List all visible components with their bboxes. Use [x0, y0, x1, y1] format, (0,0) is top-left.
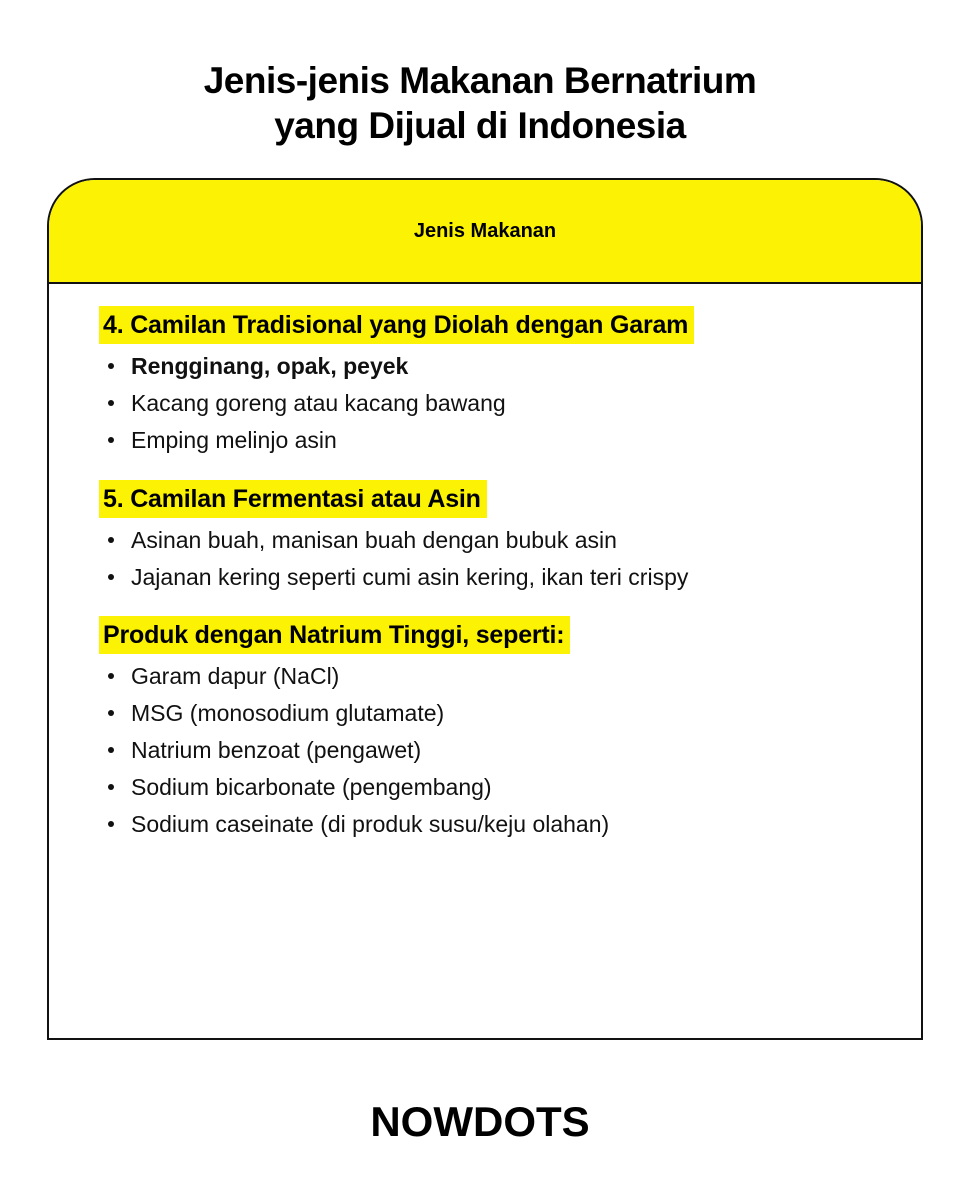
- bullet-icon: [108, 784, 114, 790]
- list-item-text: Rengginang, opak, peyek: [131, 353, 409, 379]
- list-item-text: MSG (monosodium glutamate): [131, 700, 445, 726]
- section-fermented-snacks: [99, 480, 889, 596]
- list-item-text: Garam dapur (NaCl): [131, 663, 340, 689]
- list-item: [99, 806, 889, 843]
- list-item-text: Sodium caseinate (di produk susu/keju olahan): [131, 811, 610, 837]
- list-item: [99, 695, 889, 732]
- section-heading: 5. Camilan Fermentasi atau Asin: [99, 480, 487, 518]
- section-heading: Produk dengan Natrium Tinggi, seperti:: [99, 616, 570, 654]
- bullet-icon: [108, 437, 114, 443]
- card-header-label: Jenis Makanan: [413, 219, 557, 242]
- list-item: [99, 559, 889, 596]
- section-heading: 4. Camilan Tradisional yang Diolah dengan Garam: [99, 306, 694, 344]
- list-item: [99, 732, 889, 769]
- bullet-list: [99, 658, 889, 843]
- bullet-icon: [108, 574, 114, 580]
- bullet-icon: [108, 747, 114, 753]
- list-item-text: Natrium benzoat (pengawet): [131, 737, 422, 763]
- food-types-card: [47, 178, 923, 1040]
- bullet-list: [99, 522, 889, 596]
- bullet-icon: [108, 710, 114, 716]
- bullet-list: [99, 348, 889, 459]
- section-high-sodium-products: [99, 616, 889, 843]
- bullet-icon: [108, 821, 114, 827]
- brand-logo: NOWDOTS: [370, 1098, 590, 1145]
- list-item-text: Asinan buah, manisan buah dengan bubuk asin: [131, 527, 617, 553]
- list-item: [99, 658, 889, 695]
- list-item: [99, 769, 889, 806]
- section-traditional-snacks: [99, 306, 889, 459]
- list-item: [99, 522, 889, 559]
- bullet-icon: [108, 363, 114, 369]
- bullet-icon: [108, 673, 114, 679]
- list-item-text: Sodium bicarbonate (pengembang): [131, 774, 492, 800]
- page-title: [0, 58, 960, 148]
- list-item-text: Jajanan kering seperti cumi asin kering, ikan teri crispy: [131, 564, 689, 590]
- bullet-icon: [108, 537, 114, 543]
- list-item-text: Emping melinjo asin: [131, 427, 337, 453]
- list-item: [99, 385, 889, 422]
- list-item: [99, 422, 889, 459]
- list-item: [99, 348, 889, 385]
- bullet-icon: [108, 400, 114, 406]
- page-title-line-2: yang Dijual di Indonesia: [274, 105, 686, 146]
- card-header: [49, 180, 921, 284]
- page-title-line-1: Jenis-jenis Makanan Bernatrium: [203, 60, 757, 101]
- list-item-text: Kacang goreng atau kacang bawang: [131, 390, 506, 416]
